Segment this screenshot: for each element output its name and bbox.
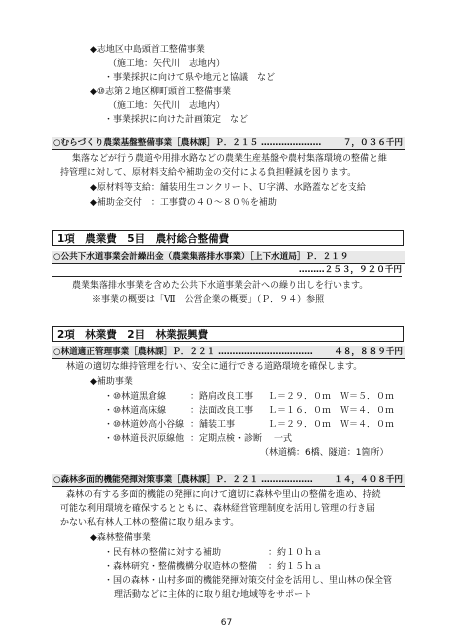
list-item: ・森林研究・整備機構分収造林の整備 xyxy=(104,562,258,572)
table-row-name: ・⑩林道高床線 xyxy=(104,406,167,416)
bullet-item: ◆補助金交付 ：工事費の４０～８０％を補助 xyxy=(90,198,277,208)
project-location: （施工地：矢代川 志地内） xyxy=(108,101,226,111)
project-line: ◆⑩志第２地区柳町頭首工整備事業 xyxy=(90,87,231,97)
item-amount: ………２５３，９２０千円 xyxy=(52,265,402,277)
item-heading xyxy=(52,251,405,264)
item-heading xyxy=(52,137,405,150)
bullet-heading: ◆森林整備事業 xyxy=(90,533,151,543)
item-amount: １４，４０８千円 xyxy=(334,475,403,485)
section-heading: 1項 農業費 5目 農村総合整備費 xyxy=(52,230,404,246)
table-row-desc: ：法面改良工事 xyxy=(190,406,254,416)
table-row-name: ・⑩林道妙高小谷線 xyxy=(104,420,185,430)
project-detail: ・事業採択に向けた計画策定 など xyxy=(104,115,249,125)
item-title: ○公共下水道事業会計繰出金（農業集落排水事業）［上下水道局］Ｐ．２１９ xyxy=(53,252,349,262)
list-item: ・民有林の整備に対する補助 xyxy=(104,548,222,558)
item-note: （林道橋：6橋、隧道：1箇所） xyxy=(260,448,389,458)
item-title: ○むらづくり農業基盤整備事業［農林課］Ｐ．２１５ ………………… xyxy=(53,138,322,148)
item-description: 森林の有する多面的機能の発揮に向けて適切に森林や里山の整備を進め、持続 xyxy=(66,490,381,500)
table-row-name: ・⑩林道黒倉線 xyxy=(104,392,167,402)
table-row-desc: ：舗装工事 xyxy=(190,420,236,430)
item-description: 可能な利用環境を確保するとともに、森林経営管理制度を活用し管理の行き届 xyxy=(60,504,376,514)
item-description: 集落などが行う農道や用排水路などの農業生産基盤や農村集落環境の整備と維 xyxy=(72,154,388,164)
table-row-spec: 一式 xyxy=(274,434,293,444)
item-description: かない私有林人工林の整備に取り組みます。 xyxy=(60,518,240,528)
table-row-desc: ：定期点検・診断 xyxy=(190,434,263,444)
list-item-value: ：約１０ｈａ xyxy=(268,548,323,558)
list-item-value: ：約１５ｈａ xyxy=(268,562,323,572)
section-heading: 2項 林業費 2目 林業振興費 xyxy=(52,326,404,342)
item-title: ○森林多面的機能発揮対策事業［農林課］Ｐ．２２１ ……………… xyxy=(53,475,313,485)
project-location: （施工地：矢代川 志地内） xyxy=(108,59,226,69)
item-description: 農業集落排水事業を含めた公共下水道事業会計への繰り出しを行います。 xyxy=(72,281,369,291)
item-heading xyxy=(52,346,405,359)
project-detail: ・事業採択に向けて県や地元と協議 など xyxy=(104,73,276,83)
project-line: ◆志地区中島頭首工整備事業 xyxy=(90,45,205,55)
bullet-heading: ◆補助事業 xyxy=(90,377,133,387)
table-row-desc: ：路肩改良工事 xyxy=(190,392,254,402)
table-row-spec: Ｌ＝２９．０ｍ Ｗ＝４．０ｍ xyxy=(268,420,395,430)
item-heading xyxy=(52,474,405,487)
item-note: ※事業の概要は「Ⅶ 公営企業の概要」（Ｐ．９４）参照 xyxy=(92,295,325,305)
item-title: ○林道適正管理事業［農林課］Ｐ．２２１ …………………………… xyxy=(53,347,313,357)
table-row-name: ・⑩林道長沢原線他 xyxy=(104,434,185,444)
item-amount: ４８，８８９千円 xyxy=(334,347,403,357)
page-number: 67 xyxy=(220,618,233,628)
item-description: 林道の適切な維持管理を行い、安全に通行できる道路環境を確保します。 xyxy=(66,362,363,372)
table-row-spec: Ｌ＝２９．０ｍ Ｗ＝５．０ｍ xyxy=(268,392,395,402)
item-description: 持管理に対して、原材料支給や補助金の交付による負担軽減を図ります。 xyxy=(60,168,357,178)
table-row-spec: Ｌ＝１６．０ｍ Ｗ＝４．０ｍ xyxy=(268,406,395,416)
list-item: 理活動などに主体的に取り組む地域等をサポート xyxy=(114,590,313,600)
item-amount: ７，０３６千円 xyxy=(342,138,403,148)
list-item: ・国の森林・山村多面的機能発揮対策交付金を活用し、里山林の保全管 xyxy=(104,576,393,586)
bullet-item: ◆原材料等支給：舗装用生コンクリート、Ｕ字溝、水路蓋などを支給 xyxy=(90,183,366,193)
